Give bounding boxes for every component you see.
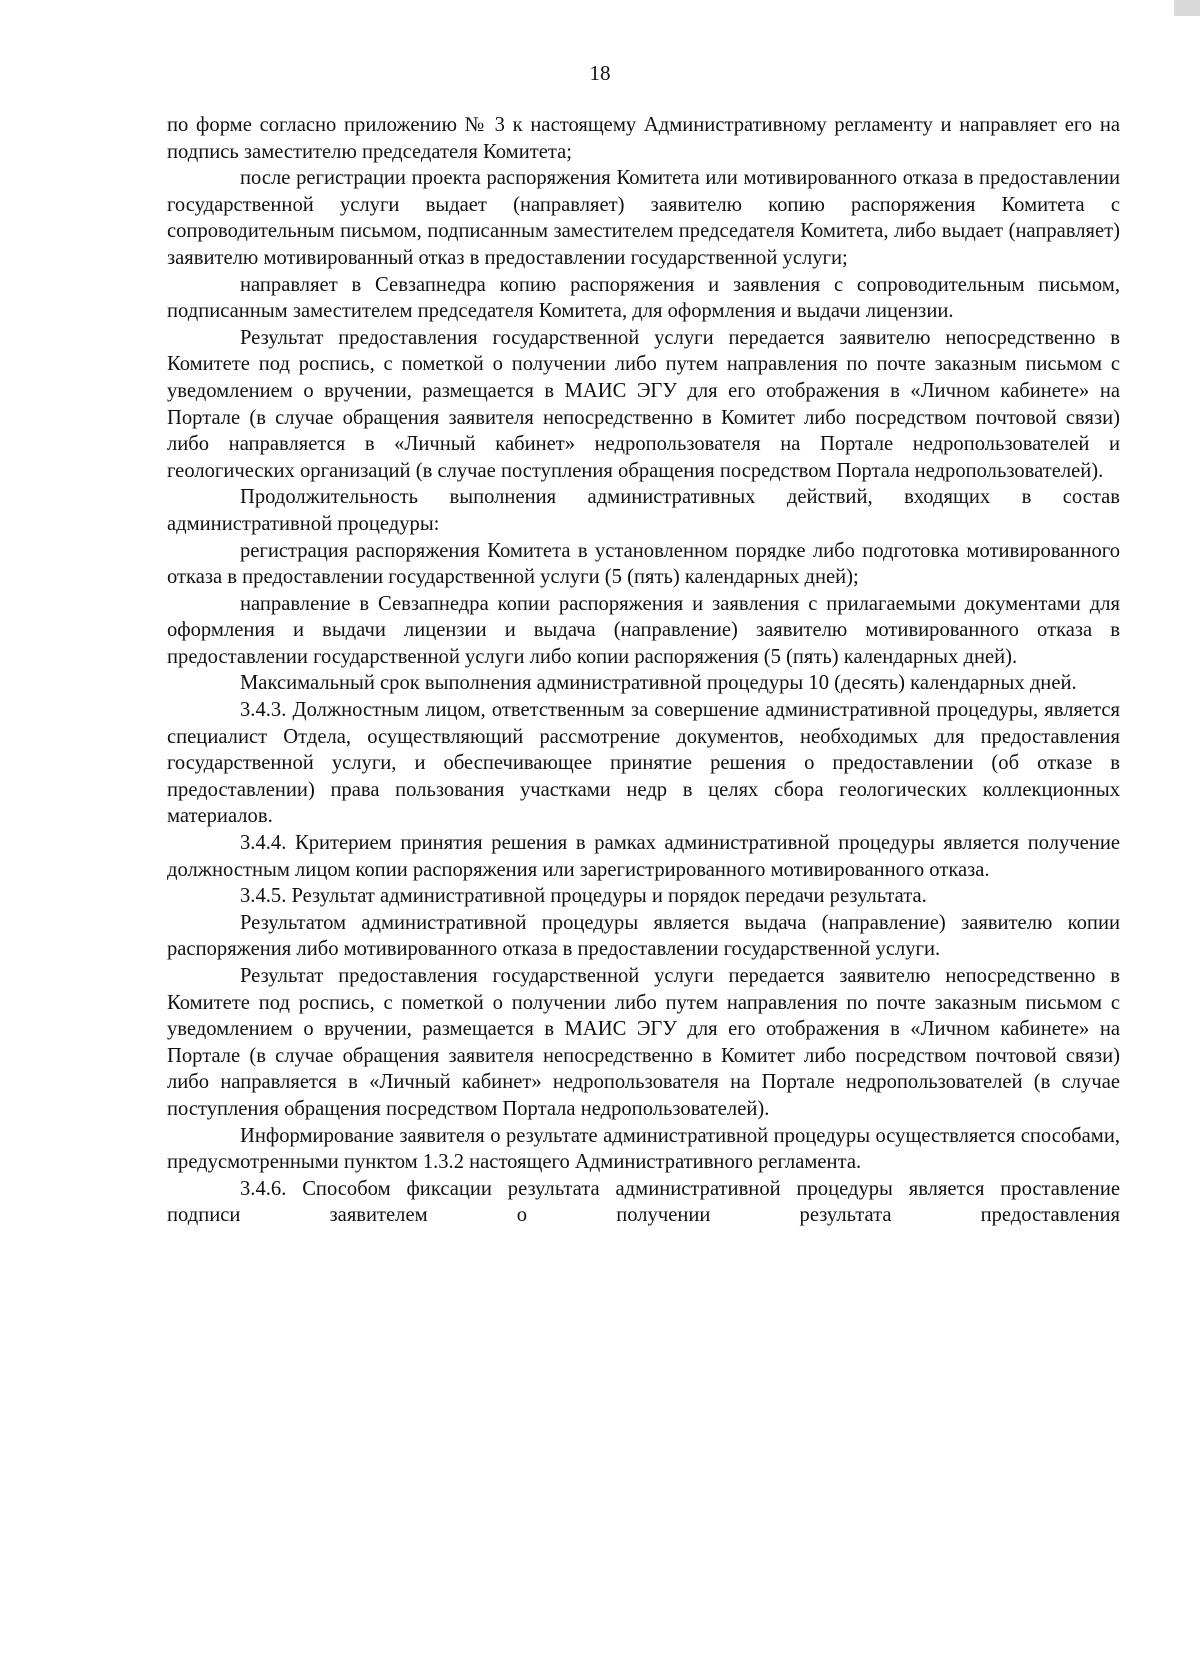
paragraph-2: после регистрации проекта распоряжения Комитета или мотивированного отказа в предоставлении государственной услуги выдает (направляет) заявителю копию распоряжения Комитета с сопроводительным письмом, подписанным заместителем председателя Комитета, либо выдает (направляет) заявителю мотивированный отказ в предоставлении государственной услуги; bbox=[167, 167, 1120, 269]
paragraph-10: 3.4.4. Критерием принятия решения в рамках административной процедуры является получение должностным лицом копии распоряжения или зарегистрированного мотивированного отказа. bbox=[167, 832, 1120, 881]
paragraph-11: 3.4.5. Результат административной процедуры и порядок передачи результата. bbox=[240, 885, 927, 908]
page-number: 18 bbox=[589, 61, 611, 85]
paragraph-7: направление в Севзапнедра копии распоряжения и заявления с прилагаемыми документами для оформления и выдачи лицензии и выдача (направление) заявителю мотивированного отказа в предоставлении государственной услуги либо копии распоряжения (5 (пять) календарных дней). bbox=[167, 592, 1120, 668]
document-body bbox=[167, 112, 1120, 1229]
paragraph-13: Результат предоставления государственной услуги передается заявителю непосредственно в Комитете под роспись, с пометкой о получении либо путем направления по почте заказным письмом с уведомлением о вручении, размещается в МАИС ЭГУ для его отображения в «Личном кабинете» на Портале (в случае обращения заявителя непосредственно в Комитет либо посредством почтовой связи) либо направляется в «Личный кабинет» недропользователя на Портале недропользователей (в случае поступления обращения посредством Портала недропользователей). bbox=[167, 965, 1120, 1120]
paragraph-4: Результат предоставления государственной услуги передается заявителю непосредственно в Комитете под роспись, с пометкой о получении либо путем направления по почте заказным письмом с уведомлением о вручении, размещается в МАИС ЭГУ для его отображения в «Личном кабинете» на Портале (в случае обращения заявителя непосредственно в Комитет либо посредством почтовой связи) либо направляется в «Личный кабинет» недропользователя на Портале недропользователей и геологических организаций (в случае поступления обращения посредством Портала недропользователей). bbox=[167, 326, 1120, 482]
paragraph-9: 3.4.3. Должностным лицом, ответственным за совершение административной процедуры, является специалист Отдела, осуществляющий рассмотрение документов, необходимых для предоставления государственной услуги, и обеспечивающее принятие решения о предоставлении (об отказе в предоставлении) права пользования участками недр в целях сбора геологических коллекционных материалов. bbox=[167, 699, 1120, 828]
paragraph-5: Продолжительность выполнения административных действий, входящих в состав административной процедуры: bbox=[167, 486, 1120, 535]
paragraph-3: направляет в Севзапнедра копию распоряжения и заявления с сопроводительным письмом, подписанным заместителем председателя Комитета, для оформления и выдачи лицензии. bbox=[167, 273, 1120, 323]
paragraph-14: Информирование заявителя о результате административной процедуры осуществляется способами, предусмотренными пунктом 1.3.2 настоящего Административного регламента. bbox=[167, 1124, 1120, 1174]
scan-corner-mark bbox=[1174, 0, 1200, 16]
paragraph-1: по форме согласно приложению № 3 к настоящему Административному регламенту и направляет его на подпись заместителю председателя Комитета; bbox=[167, 114, 1120, 163]
paragraph-12: Результатом административной процедуры является выдача (направление) заявителю копии распоряжения либо мотивированного отказа в предоставлении государственной услуги. bbox=[167, 911, 1120, 961]
paragraph-8: Максимальный срок выполнения административной процедуры 10 (десять) календарных дней. bbox=[240, 672, 1077, 695]
paragraph-15: 3.4.6. Способом фиксации результата административной процедуры является проставление подписи заявителем о получении результата предоставления bbox=[167, 1177, 1120, 1227]
paragraph-6: регистрация распоряжения Комитета в установленном порядке либо подготовка мотивированного отказа в предоставлении государственной услуги (5 (пять) календарных дней); bbox=[167, 539, 1120, 589]
